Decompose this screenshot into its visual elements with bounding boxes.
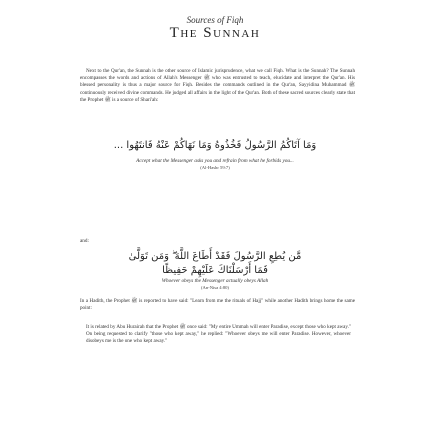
- hadith-paragraph: In a Hadith, the Prophet ﷺ is reported to have said: "Learn from me the rituals of Hajj" while another Hadith brings home the same point:: [80, 298, 355, 312]
- verse2-translation: Whoever obeys the Messenger actually obeys Allah: [161, 278, 269, 284]
- quote-paragraph: It is related by Abu Hurairah that the Prophet ﷺ once said: "My entire Ummah will enter Paradise, except those who kept away." On being requested to clarify "those who kept away," he replied: "Whoever obeys me will enter Paradise. However, whoever disobeys me is the one who kept away.": [86, 324, 351, 345]
- verse2-reference: (An-Nisa 4:80): [201, 285, 229, 290]
- verse1-arabic: وَمَا آتَاكُمُ الرَّسُولُ فَخُذُوهُ وَمَا نَهَاكُمْ عَنْهُ فَانتَهُوا ...: [113, 140, 317, 151]
- verse2-arabic-line1: مَّن يُطِعِ الرَّسُولَ فَقَدْ أَطَاعَ اللَّهَ ۖ وَمَن تَوَلَّىٰ: [128, 251, 302, 262]
- verse2-arabic-line2: فَمَا أَرْسَلْنَاكَ عَلَيْهِمْ حَفِيظًا: [162, 265, 268, 276]
- chapter-title: The Sunnah: [169, 25, 261, 41]
- verse2-arabic: [0, 250, 430, 278]
- intro-paragraph: Next to the Qur'an, the Sunnah is the other source of Islamic jurisprudence, what we call Fiqh. What is the Sunnah? The Sunnah encompasses the words and actions of Allah's Messenger ﷺ who was entrusted to teach, elucidate and interpret the Qur'an. His blessed personality is thus a major source for Fiqh. Besides the commands outlined in the Qur'an, Sayyidina Muhammad ﷺ continuously received divine commands. He judged all affairs in the light of the Qur'an. Both of these sacred sources clearly state that the Prophet ﷺ is a source of Shari'ah:: [80, 68, 355, 103]
- verse1-reference: (Al-Hashr 59:7): [200, 165, 230, 170]
- section-subtitle: Sources of Fiqh: [186, 15, 244, 25]
- verse1-translation: Accept what the Messenger asks you and refrain from what he forbids you...: [136, 158, 294, 164]
- and-text: and:: [80, 238, 89, 244]
